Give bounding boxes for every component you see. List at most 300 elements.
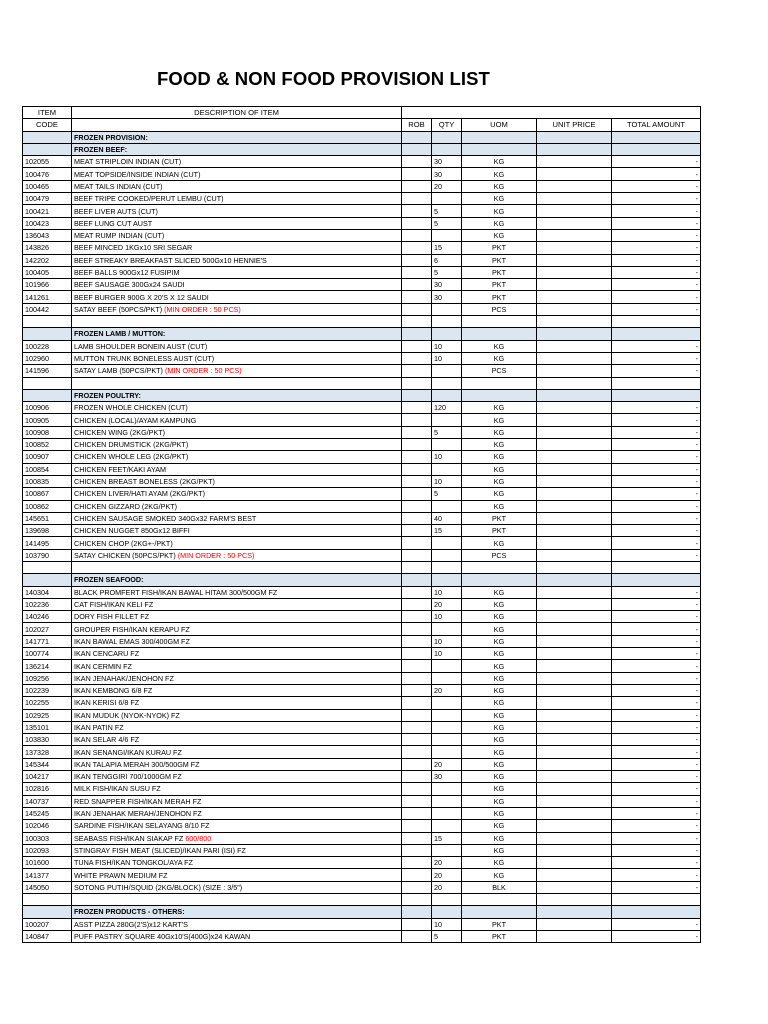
item-rob <box>402 414 432 426</box>
item-qty: 30 <box>432 279 462 291</box>
item-description-text: DORY FISH FILLET FZ <box>74 612 150 622</box>
item-uom: KG <box>462 623 537 635</box>
item-description-text: CAT FISH/IKAN KELI FZ <box>74 600 154 610</box>
header-total-amount: TOTAL AMOUNT <box>612 119 701 131</box>
item-description-text: TUNA FISH/IKAN TONGKOL/AYA FZ <box>74 858 193 868</box>
item-qty: 20 <box>432 598 462 610</box>
item-total-amount: - <box>612 414 701 426</box>
item-description-text: STINGRAY FISH MEAT (SLICED)/IKAN PARI (ISI) FZ <box>74 845 246 855</box>
item-rob <box>402 783 432 795</box>
item-total-amount: - <box>612 266 701 278</box>
item-rob <box>402 500 432 512</box>
item-code: 102960 <box>23 352 72 364</box>
section-rob-cell <box>402 574 432 586</box>
section-row <box>23 143 701 155</box>
item-code: 100442 <box>23 303 72 315</box>
item-description <box>72 709 402 721</box>
item-total-amount: - <box>612 291 701 303</box>
blank-code-cell <box>23 316 72 328</box>
blank-rob-cell <box>402 316 432 328</box>
item-uom: KG <box>462 660 537 672</box>
item-description <box>72 254 402 266</box>
item-code: 142202 <box>23 254 72 266</box>
item-description <box>72 832 402 844</box>
item-row <box>23 697 701 709</box>
section-row <box>23 574 701 586</box>
item-uom: KG <box>462 721 537 733</box>
item-total-amount: - <box>612 758 701 770</box>
item-total-amount: - <box>612 611 701 623</box>
blank-qty-cell <box>432 894 462 906</box>
item-qty <box>432 783 462 795</box>
item-description <box>72 205 402 217</box>
item-unit-price <box>537 463 612 475</box>
item-code: 103830 <box>23 734 72 746</box>
item-uom: KG <box>462 537 537 549</box>
item-qty <box>432 734 462 746</box>
item-total-amount: - <box>612 537 701 549</box>
item-rob <box>402 697 432 709</box>
item-qty: 5 <box>432 266 462 278</box>
item-total-amount: - <box>612 709 701 721</box>
item-description <box>72 303 402 315</box>
item-row <box>23 648 701 660</box>
item-qty: 10 <box>432 635 462 647</box>
section-code-cell <box>23 328 72 340</box>
item-code: 102046 <box>23 820 72 832</box>
item-qty: 20 <box>432 180 462 192</box>
item-description-text: CHICKEN BREAST BONELESS (2KG/PKT) <box>74 477 215 487</box>
item-rob <box>402 205 432 217</box>
item-code: 102093 <box>23 844 72 856</box>
item-rob <box>402 254 432 266</box>
document-title: FOOD & NON FOOD PROVISION LIST <box>157 68 490 89</box>
item-description-text: CHICKEN DRUMSTICK (2KG/PKT) <box>74 440 189 450</box>
section-row <box>23 131 701 143</box>
item-description-text: SATAY CHICKEN (50PCS/PKT) <box>74 550 176 560</box>
item-code: 136214 <box>23 660 72 672</box>
item-code: 104217 <box>23 771 72 783</box>
item-code: 102236 <box>23 598 72 610</box>
item-code: 100852 <box>23 439 72 451</box>
item-uom: KG <box>462 414 537 426</box>
item-unit-price <box>537 586 612 598</box>
header-row-top <box>23 107 701 119</box>
item-unit-price <box>537 672 612 684</box>
item-row <box>23 758 701 770</box>
item-description-text: IKAN KERISI 6/8 FZ <box>74 698 140 708</box>
blank-total-cell <box>612 561 701 573</box>
item-description <box>72 881 402 893</box>
section-price-cell <box>537 389 612 401</box>
item-description <box>72 488 402 500</box>
item-qty <box>432 721 462 733</box>
item-uom: KG <box>462 734 537 746</box>
item-description-text: MUTTON TRUNK BONELESS AUST (CUT) <box>74 354 215 364</box>
item-qty: 30 <box>432 168 462 180</box>
item-uom: PKT <box>462 930 537 942</box>
item-row <box>23 746 701 758</box>
item-description <box>72 635 402 647</box>
item-row <box>23 807 701 819</box>
item-qty <box>432 844 462 856</box>
item-rob <box>402 795 432 807</box>
item-rob <box>402 844 432 856</box>
item-total-amount: - <box>612 684 701 696</box>
item-description <box>72 340 402 352</box>
item-code: 141771 <box>23 635 72 647</box>
item-code: 143826 <box>23 242 72 254</box>
item-description <box>72 549 402 561</box>
item-uom: KG <box>462 340 537 352</box>
item-row <box>23 242 701 254</box>
item-rob <box>402 168 432 180</box>
item-uom: KG <box>462 193 537 205</box>
item-description <box>72 918 402 930</box>
item-rob <box>402 180 432 192</box>
item-description-text: IKAN BAWAL EMAS 300/400GM FZ <box>74 636 190 646</box>
item-unit-price <box>537 414 612 426</box>
item-uom: KG <box>462 426 537 438</box>
blank-desc-cell <box>72 894 402 906</box>
item-qty: 15 <box>432 525 462 537</box>
blank-uom-cell <box>462 894 537 906</box>
item-row <box>23 168 701 180</box>
item-total-amount: - <box>612 771 701 783</box>
item-description-text: MEAT STRIPLOIN INDIAN (CUT) <box>74 157 182 167</box>
blank-rob-cell <box>402 377 432 389</box>
item-qty: 20 <box>432 684 462 696</box>
item-unit-price <box>537 549 612 561</box>
item-rob <box>402 525 432 537</box>
item-unit-price <box>537 721 612 733</box>
item-code: 140304 <box>23 586 72 598</box>
item-row <box>23 844 701 856</box>
item-rob <box>402 549 432 561</box>
item-description-text: IKAN PATIN FZ <box>74 722 124 732</box>
item-uom: KG <box>462 156 537 168</box>
item-description-text: MEAT TAILS INDIAN (CUT) <box>74 181 163 191</box>
item-rob <box>402 857 432 869</box>
item-row <box>23 365 701 377</box>
item-description-text: BEEF STREAKY BREAKFAST SLICED 500Gx10 HENNIE'S <box>74 255 267 265</box>
item-code: 145651 <box>23 512 72 524</box>
item-unit-price <box>537 783 612 795</box>
section-title: FROZEN BEEF: <box>72 143 402 155</box>
item-description-text: BEEF LIVER AUTS (CUT) <box>74 206 158 216</box>
item-total-amount: - <box>612 598 701 610</box>
section-uom-cell <box>462 328 537 340</box>
item-uom: KG <box>462 832 537 844</box>
item-total-amount: - <box>612 402 701 414</box>
header-rob: ROB <box>402 119 432 131</box>
item-qty: 20 <box>432 869 462 881</box>
item-rob <box>402 832 432 844</box>
item-total-amount: - <box>612 930 701 942</box>
item-code: 135101 <box>23 721 72 733</box>
item-description-text: IKAN TENGGIRI 700/1000GM FZ <box>74 772 182 782</box>
item-qty: 10 <box>432 586 462 598</box>
item-qty: 20 <box>432 881 462 893</box>
item-rob <box>402 365 432 377</box>
item-unit-price <box>537 537 612 549</box>
header-unit-price: UNIT PRICE <box>537 119 612 131</box>
item-description <box>72 820 402 832</box>
item-unit-price <box>537 180 612 192</box>
item-code: 100465 <box>23 180 72 192</box>
item-unit-price <box>537 758 612 770</box>
item-row <box>23 451 701 463</box>
item-rob <box>402 648 432 660</box>
item-total-amount: - <box>612 475 701 487</box>
item-description-text: ASST PIZZA 280G(2'S)x12 KART'S <box>74 919 188 929</box>
item-qty: 5 <box>432 426 462 438</box>
item-unit-price <box>537 279 612 291</box>
item-uom: KG <box>462 635 537 647</box>
header-row-bottom <box>23 119 701 131</box>
blank-row <box>23 894 701 906</box>
section-rob-cell <box>402 143 432 155</box>
item-code: 101600 <box>23 857 72 869</box>
item-rob <box>402 291 432 303</box>
item-rob <box>402 229 432 241</box>
item-description-text: RED SNAPPER FISH/IKAN MERAH FZ <box>74 796 202 806</box>
item-unit-price <box>537 820 612 832</box>
section-rob-cell <box>402 328 432 340</box>
item-code: 100867 <box>23 488 72 500</box>
blank-code-cell <box>23 561 72 573</box>
item-row <box>23 426 701 438</box>
item-rob <box>402 475 432 487</box>
section-rob-cell <box>402 131 432 143</box>
item-description <box>72 291 402 303</box>
item-total-amount: - <box>612 795 701 807</box>
item-unit-price <box>537 291 612 303</box>
item-total-amount: - <box>612 857 701 869</box>
item-unit-price <box>537 623 612 635</box>
item-qty <box>432 414 462 426</box>
item-uom: PKT <box>462 918 537 930</box>
section-price-cell <box>537 906 612 918</box>
item-description-text: CHICKEN (LOCAL)/AYAM KAMPUNG <box>74 415 197 425</box>
item-row <box>23 598 701 610</box>
item-uom: PCS <box>462 303 537 315</box>
item-rob <box>402 918 432 930</box>
item-row <box>23 549 701 561</box>
item-rob <box>402 684 432 696</box>
section-row <box>23 389 701 401</box>
item-description-text: MEAT TOPSIDE/INSIDE INDIAN (CUT) <box>74 169 201 179</box>
item-row <box>23 340 701 352</box>
item-rob <box>402 439 432 451</box>
item-description-text: GROUPER FISH/IKAN KERAPU FZ <box>74 624 190 634</box>
item-description-text: IKAN JENAHAK/JENOHON FZ <box>74 673 174 683</box>
item-description <box>72 746 402 758</box>
item-row <box>23 463 701 475</box>
item-total-amount: - <box>612 783 701 795</box>
item-code: 100905 <box>23 414 72 426</box>
item-unit-price <box>537 168 612 180</box>
header-description-blank <box>72 119 402 131</box>
item-unit-price <box>537 426 612 438</box>
item-code: 100835 <box>23 475 72 487</box>
item-qty: 10 <box>432 352 462 364</box>
item-description <box>72 439 402 451</box>
item-row <box>23 525 701 537</box>
item-code: 102027 <box>23 623 72 635</box>
item-description <box>72 807 402 819</box>
item-total-amount: - <box>612 229 701 241</box>
item-row <box>23 217 701 229</box>
item-uom: KG <box>462 709 537 721</box>
blank-desc-cell <box>72 377 402 389</box>
item-description <box>72 598 402 610</box>
item-description-text: IKAN SELAR 4/6 FZ <box>74 735 140 745</box>
item-uom: KG <box>462 229 537 241</box>
section-qty-cell <box>432 328 462 340</box>
item-row <box>23 832 701 844</box>
item-uom: KG <box>462 500 537 512</box>
item-unit-price <box>537 254 612 266</box>
item-qty: 15 <box>432 242 462 254</box>
section-uom-cell <box>462 131 537 143</box>
item-code: 140737 <box>23 795 72 807</box>
section-row <box>23 328 701 340</box>
item-uom: KG <box>462 180 537 192</box>
item-qty: 6 <box>432 254 462 266</box>
item-uom: KG <box>462 869 537 881</box>
item-qty: 5 <box>432 488 462 500</box>
item-uom: PCS <box>462 365 537 377</box>
item-description <box>72 500 402 512</box>
item-description <box>72 537 402 549</box>
item-description <box>72 758 402 770</box>
item-description <box>72 611 402 623</box>
item-row <box>23 266 701 278</box>
item-description <box>72 623 402 635</box>
item-qty: 5 <box>432 930 462 942</box>
item-rob <box>402 734 432 746</box>
item-total-amount: - <box>612 918 701 930</box>
item-qty <box>432 463 462 475</box>
item-unit-price <box>537 512 612 524</box>
item-description-text: FROZEN WHOLE CHICKEN (CUT) <box>74 403 188 413</box>
item-row <box>23 488 701 500</box>
item-description-text: CHICKEN SAUSAGE SMOKED 340Gx32 FARM'S BEST <box>74 513 257 523</box>
item-row <box>23 402 701 414</box>
item-row <box>23 279 701 291</box>
item-uom: KG <box>462 439 537 451</box>
item-code: 100906 <box>23 402 72 414</box>
item-row <box>23 475 701 487</box>
item-unit-price <box>537 734 612 746</box>
section-title: FROZEN SEAFOOD: <box>72 574 402 586</box>
item-row <box>23 500 701 512</box>
item-description-text: MILK FISH/IKAN SUSU FZ <box>74 784 161 794</box>
item-uom: BLK <box>462 881 537 893</box>
item-uom: KG <box>462 746 537 758</box>
item-total-amount: - <box>612 439 701 451</box>
item-qty: 10 <box>432 918 462 930</box>
item-description-text: IKAN CERMIN FZ <box>74 661 132 671</box>
item-code: 100907 <box>23 451 72 463</box>
blank-desc-cell <box>72 316 402 328</box>
item-unit-price <box>537 795 612 807</box>
section-rob-cell <box>402 906 432 918</box>
item-code: 100405 <box>23 266 72 278</box>
item-qty <box>432 807 462 819</box>
item-uom: PKT <box>462 254 537 266</box>
item-description <box>72 414 402 426</box>
item-description <box>72 402 402 414</box>
item-code: 141495 <box>23 537 72 549</box>
blank-qty-cell <box>432 316 462 328</box>
blank-qty-cell <box>432 561 462 573</box>
item-qty: 30 <box>432 291 462 303</box>
item-qty: 20 <box>432 758 462 770</box>
blank-uom-cell <box>462 377 537 389</box>
item-qty <box>432 537 462 549</box>
item-unit-price <box>537 475 612 487</box>
item-total-amount: - <box>612 340 701 352</box>
item-rob <box>402 463 432 475</box>
item-unit-price <box>537 365 612 377</box>
section-qty-cell <box>432 131 462 143</box>
item-unit-price <box>537 709 612 721</box>
item-uom: KG <box>462 352 537 364</box>
blank-price-cell <box>537 894 612 906</box>
item-total-amount: - <box>612 635 701 647</box>
section-price-cell <box>537 574 612 586</box>
item-qty <box>432 672 462 684</box>
item-uom: KG <box>462 697 537 709</box>
min-order-note: (MIN ORDER : 50 PCS) <box>164 366 242 376</box>
blank-total-cell <box>612 316 701 328</box>
item-total-amount: - <box>612 156 701 168</box>
blank-price-cell <box>537 377 612 389</box>
item-uom: KG <box>462 217 537 229</box>
item-row <box>23 881 701 893</box>
item-description-text: MEAT RUMP INDIAN (CUT) <box>74 231 165 241</box>
item-uom: KG <box>462 783 537 795</box>
item-total-amount: - <box>612 254 701 266</box>
item-total-amount: - <box>612 451 701 463</box>
item-total-amount: - <box>612 488 701 500</box>
section-title: FROZEN PRODUCTS - OTHERS: <box>72 906 402 918</box>
item-code: 100854 <box>23 463 72 475</box>
item-total-amount: - <box>612 660 701 672</box>
item-uom: KG <box>462 684 537 696</box>
item-row <box>23 611 701 623</box>
item-code: 100476 <box>23 168 72 180</box>
item-unit-price <box>537 771 612 783</box>
item-rob <box>402 672 432 684</box>
blank-rob-cell <box>402 894 432 906</box>
item-row <box>23 721 701 733</box>
item-row <box>23 254 701 266</box>
item-description <box>72 783 402 795</box>
item-qty <box>432 549 462 561</box>
item-description-text: CHICKEN WHOLE LEG (2KG/PKT) <box>74 452 189 462</box>
section-total-cell <box>612 328 701 340</box>
item-code: 100207 <box>23 918 72 930</box>
item-uom: KG <box>462 488 537 500</box>
provision-table <box>22 106 701 943</box>
section-price-cell <box>537 328 612 340</box>
item-description-text: CHICKEN CHOP (2KG+-/PKT) <box>74 538 173 548</box>
blank-code-cell <box>23 894 72 906</box>
item-description <box>72 426 402 438</box>
